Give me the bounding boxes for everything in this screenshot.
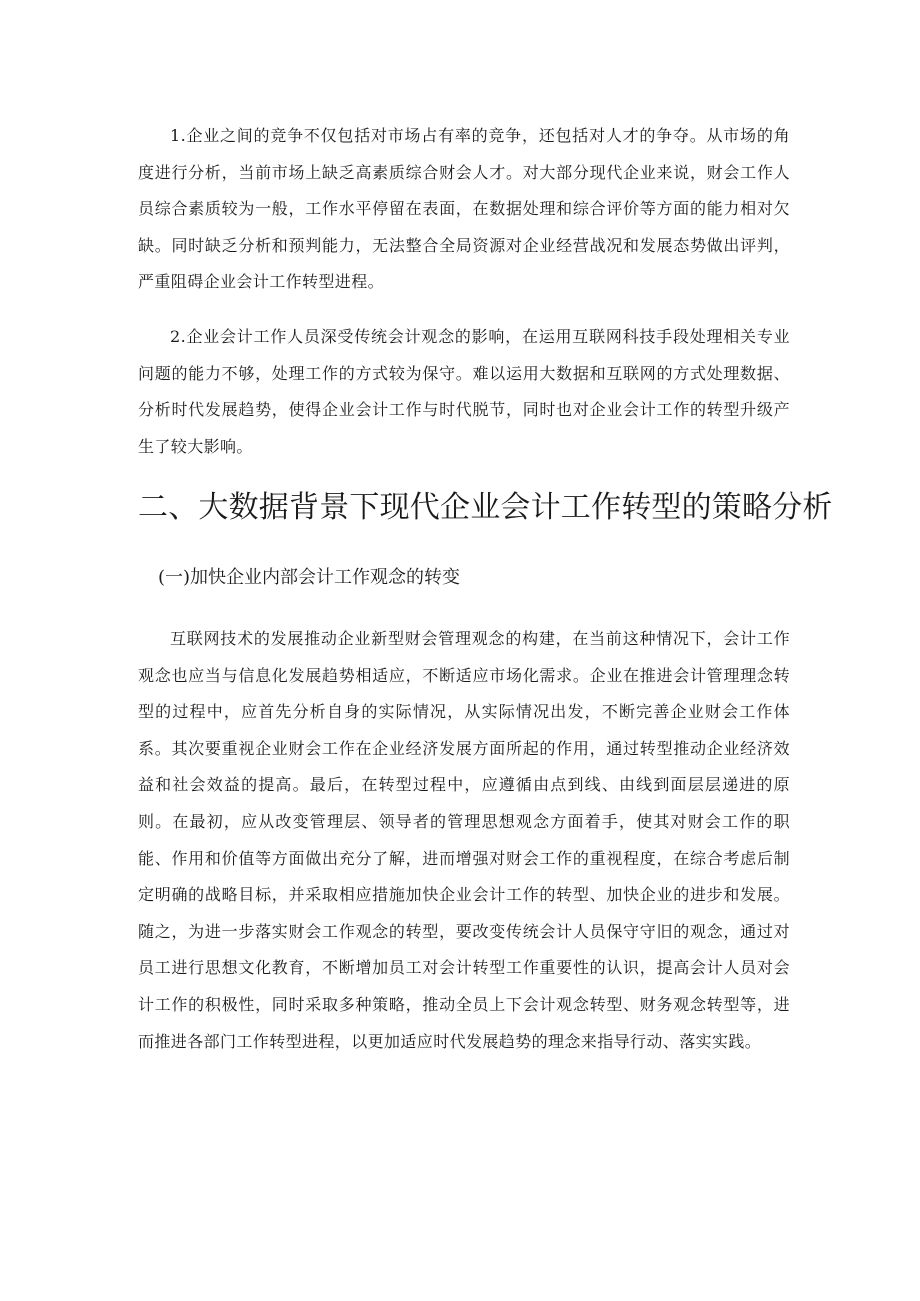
subsection-heading: (一)加快企业内部会计工作观念的转变: [158, 567, 461, 588]
paragraph-talent-competition: 1.企业之间的竞争不仅包括对市场占有率的竞争，还包括对人才的争夺。从市场的角度进行分析，当前市场上缺乏高素质综合财会人才。对大部分现代企业来说，财会工作人员综合素质较为一般，工作水平停留在表面，在数据处理和综合评价等方面的能力相对欠缺。同时缺乏分析和预判能力，无法整合全局资源对企业经营战况和发展态势做出评判，严重阻碍企业会计工作转型进程。: [138, 126, 790, 292]
paragraph-concept-transformation: 互联网技术的发展推动企业新型财会管理观念的构建，在当前这种情况下，会计工作观念也应当与信息化发展趋势相适应，不断适应市场化需求。企业在推进会计管理理念转型的过程中，应首先分析自身的实际情况，从实际情况出发，不断完善企业财会工作体系。其次要重视企业财会工作在企业经济发展方面所起的作用，通过转型推动企业经济效益和社会效益的提高。最后，在转型过程中，应遵循由点到线、由线到面层层递进的原则。在最初，应从改变管理层、领导者的管理思想观念方面着手，使其对财会工作的职能、作用和价值等方面做出充分了解，进而增强对财会工作的重视程度，在综合考虑后制定明确的战略目标，并采取相应措施加快企业会计工作的转型、加快企业的进步和发展。随之，为进一步落实财会工作观念的转型，要改变传统会计人员保守守旧的观念，通过对员工进行思想文化教育，不断增加员工对会计转型工作重要性的认识，提高会计人员对会计工作的积极性，同时采取多种策略，推动全员上下会计观念转型、财务观念转型等，进而推进各部门工作转型进程，以更加适应时代发展趋势的理念来指导行动、落实实践。: [138, 629, 790, 1051]
section-heading: 二、大数据背景下现代企业会计工作转型的策略分析: [138, 490, 833, 525]
paragraph-traditional-concepts: 2.企业会计工作人员深受传统会计观念的影响，在运用互联网科技手段处理相关专业问题的能力不够，处理工作的方式较为保守。难以运用大数据和互联网的方式处理数据、分析时代发展趋势，使得企业会计工作与时代脱节，同时也对企业会计工作的转型升级产生了较大影响。: [138, 327, 790, 456]
